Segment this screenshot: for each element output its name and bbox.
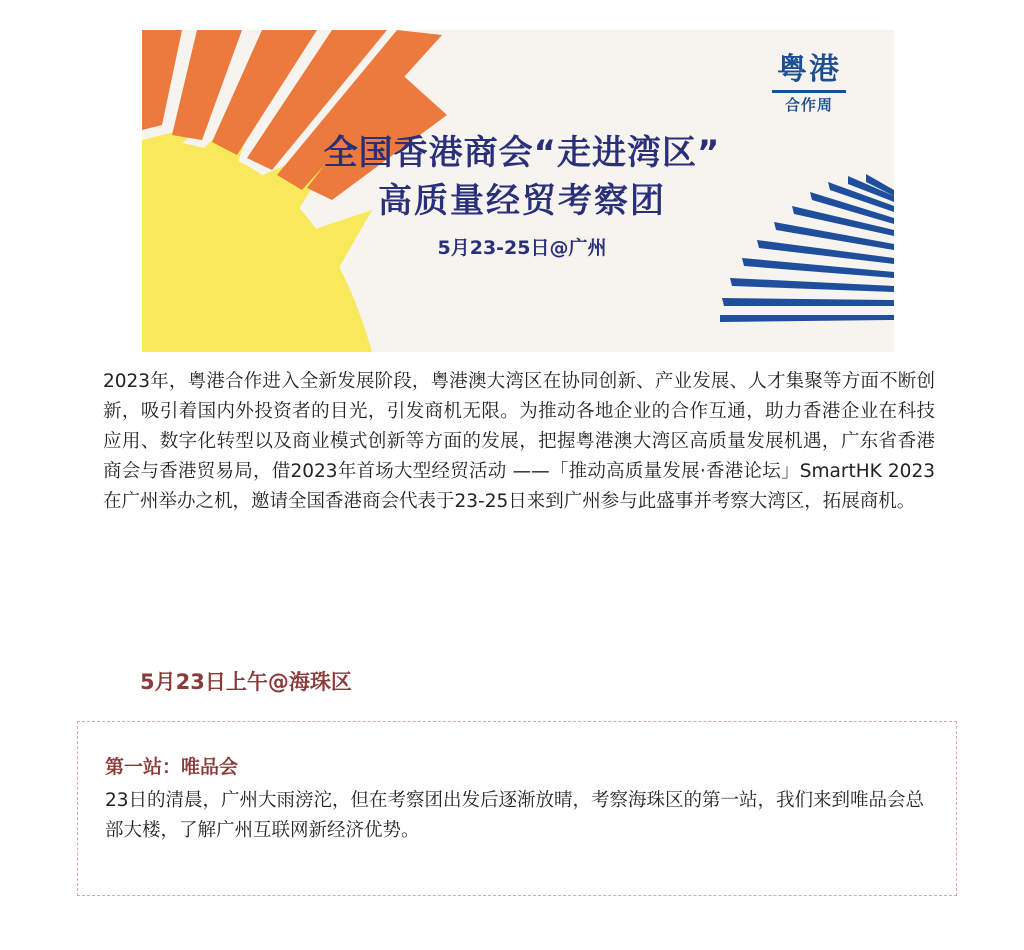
intro-paragraph: 2023年，粤港合作进入全新发展阶段，粤港澳大湾区在协同创新、产业发展、人才集聚等方面不断创新，吸引着国内外投资者的目光，引发商机无限。为推动各地企业的合作互通，助力香港企业在科技应用、数字化转型以及商业模式创新等方面的发展，把握粤港澳大湾区高质量发展机遇，广东省香港商会与香港贸易局，借2023年首场大型经贸活动 ——「推动高质量发展·香港论坛」SmartHK 2023在广州举办之机，邀请全国香港商会代表于23-25日来到广州参与此盛事并考察大湾区，拓展商机。 — [103, 371, 935, 512]
guangdong-hk-cooperation-week-logo — [764, 52, 854, 115]
logo-sub-text: 合作周 — [784, 96, 833, 114]
stop-title: 第一站：唯品会 — [105, 756, 239, 778]
logo-main-text: 粤港 — [777, 52, 841, 87]
stop-description: 23日的清晨，广州大雨滂沱，但在考察团出发后逐渐放晴，考察海珠区的第一站，我们来到唯品会总部大楼，了解广州互联网新经济优势。 — [105, 790, 925, 841]
section-heading: 5月23日上午@海珠区 — [140, 670, 352, 694]
event-banner — [142, 30, 894, 352]
banner-title-line2: 高质量经贸考察团 — [378, 181, 666, 221]
banner-date-location: 5月23-25日@广州 — [437, 237, 607, 259]
banner-title-line1: 全国香港商会“走进湾区” — [323, 133, 721, 173]
stop-info-box — [77, 721, 957, 896]
logo-divider — [772, 90, 846, 93]
banner-title-block — [292, 130, 752, 262]
